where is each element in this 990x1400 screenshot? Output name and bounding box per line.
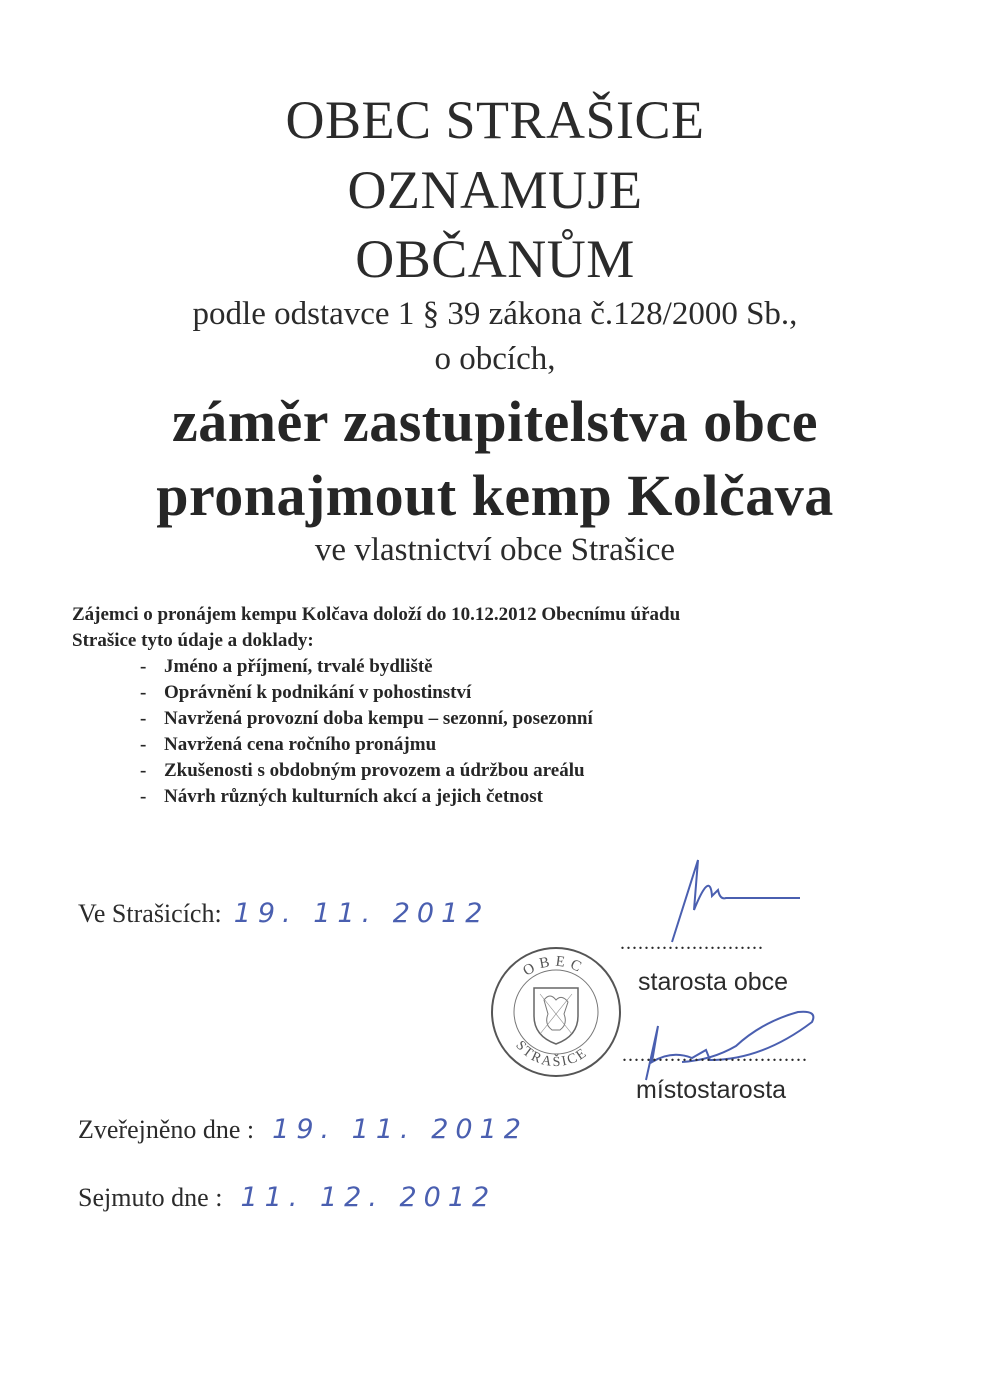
law-reference: podle odstavce 1 § 39 zákona č.128/2000 Sb., bbox=[192, 296, 798, 332]
intro-line-2: Strašice tyto údaje a doklady: bbox=[72, 630, 314, 651]
list-item: - Navržená provozní doba kempu – sezonní, posezonní bbox=[140, 708, 593, 729]
published-row bbox=[78, 1114, 528, 1145]
title-line-2: pronajmout kemp Kolčava bbox=[156, 463, 834, 528]
role-mayor: starosta obce bbox=[638, 968, 789, 996]
coat-of-arms-icon bbox=[534, 988, 578, 1044]
law-reference-2: o obcích, bbox=[434, 341, 556, 377]
place-label: Ve Strašicích: bbox=[78, 899, 222, 928]
published-label: Zveřejněno dne : bbox=[78, 1115, 255, 1144]
title-line-1: záměr zastupitelstva obce bbox=[171, 389, 819, 454]
header-line-1: OBEC STRAŠICE bbox=[285, 90, 705, 150]
list-item: - Navržená cena ročního pronájmu bbox=[140, 734, 437, 755]
svg-text:OBEC bbox=[520, 954, 588, 980]
place-date-row bbox=[78, 898, 489, 929]
stamp-top-text: OBEC bbox=[520, 953, 589, 980]
place-date: 19. 11. 2012 bbox=[233, 898, 490, 929]
signature-dots-1: ........................ bbox=[620, 932, 764, 954]
list-item: - Oprávnění k podnikání v pohostinství bbox=[140, 682, 472, 703]
intro-line-1: Zájemci o pronájem kempu Kolčava doloží do 10.12.2012 Obecnímu úřadu bbox=[72, 604, 681, 625]
municipal-stamp bbox=[488, 944, 624, 1080]
intro-paragraph bbox=[72, 602, 872, 654]
requirements-list bbox=[140, 654, 840, 810]
ownership-line: ve vlastnictví obce Strašice bbox=[314, 532, 676, 568]
header-line-2: OZNAMUJE bbox=[347, 160, 643, 220]
list-item: - Návrh různých kulturních akcí a jejich četnost bbox=[140, 786, 543, 807]
removed-row bbox=[78, 1182, 496, 1213]
header-line-3: OBČANŮM bbox=[355, 229, 635, 289]
list-item: - Jméno a příjmení, trvalé bydliště bbox=[140, 656, 433, 677]
stamp-bottom-text: STRAŠICE bbox=[512, 1038, 591, 1071]
removed-date: 11. 12. 2012 bbox=[240, 1182, 497, 1213]
removed-label: Sejmuto dne : bbox=[78, 1183, 223, 1212]
published-date: 19. 11. 2012 bbox=[272, 1114, 528, 1145]
list-item: - Zkušenosti s obdobným provozem a údržbou areálu bbox=[140, 760, 585, 781]
signature-dots-2: ............................... bbox=[622, 1044, 808, 1066]
role-deputy-mayor: místostarosta bbox=[636, 1076, 787, 1104]
